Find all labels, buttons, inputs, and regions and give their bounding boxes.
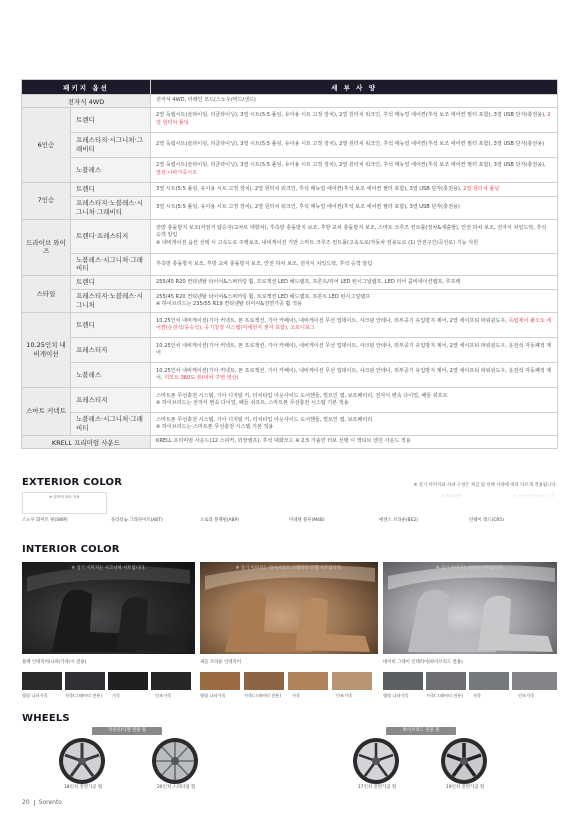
interior-label: 네이비 그레이 인테리어(하이브리드 전용) bbox=[383, 660, 463, 665]
material-label: 가죽 bbox=[112, 693, 121, 698]
wheel-label: 20인치 스퍼터링 휠 bbox=[157, 785, 196, 790]
swatch-tag: ※ 컬러에 따라 적용 bbox=[49, 495, 80, 499]
wheel-image bbox=[352, 737, 400, 785]
table-row bbox=[22, 436, 558, 449]
details-text: 255/45 R20 컨티넨탈 타이어&스퍼터링 휠, 프로젝션 LED 헤드램프, 프론트 LED 턴시그널램프 bbox=[156, 293, 371, 300]
details-cell bbox=[151, 108, 558, 133]
table-row bbox=[22, 183, 558, 197]
table-row bbox=[22, 338, 558, 363]
wheels-title: WHEELS bbox=[22, 713, 70, 724]
swatch-abp bbox=[200, 492, 285, 514]
trim-cell: 트렌디 bbox=[71, 276, 151, 290]
details-text: 2열 독립시트(슬라이딩, 리클라이닝), 3열 시트(5:5 폴딩, 유아용 시트 고정 장치), 2열 원터치 워크인, 후석 매뉴얼 에어컨(후석 보조 에어컨 필터 포함), 3열 USB 단자(충전용), bbox=[156, 112, 546, 119]
group-cell: 드라이브 와이즈 bbox=[22, 219, 71, 276]
footer-divider bbox=[34, 800, 35, 806]
swatch-be2 bbox=[379, 492, 464, 514]
page-footer bbox=[22, 799, 62, 806]
wheel-label: 17인치 전면가공 휠 bbox=[358, 785, 397, 790]
model-name: Sorento bbox=[38, 799, 62, 806]
trim-cell: 트렌디·프레스티지 bbox=[71, 219, 151, 253]
material-label: 가죽(그래비티 전용) bbox=[244, 693, 281, 698]
swatch-cr5 bbox=[469, 492, 557, 514]
material-label: 가죽 bbox=[473, 693, 482, 698]
details-note: ※ 하이브리드는 스마트폰 무선충전 시스템 기본 적용 bbox=[156, 424, 274, 431]
details-text: 3열 시트(5:5 폴딩, 유아용 시트 고정 장치), 2열 원터치 워크인, 후석 매뉴얼 에어컨(후석 보조 에어컨 필터 포함), 3열 USB 단자(충전용), bbox=[156, 185, 462, 192]
material-swatch bbox=[22, 672, 62, 690]
material-label: 가죽 bbox=[292, 693, 301, 698]
material-swatch bbox=[200, 672, 240, 690]
interior-photo-brown bbox=[200, 562, 378, 654]
details-text: 스마트폰 무선충전 시스템, 기아 디지털 키, 터치타입 아웃사이드 도어핸들, 빌트인 캠, 보조배터리 bbox=[156, 416, 373, 423]
swatch-label: 미네랄 블루(M4B) bbox=[289, 518, 325, 523]
swatch-label: 스노우 화이트 펄(SWP) bbox=[22, 518, 68, 523]
interior-photo-gray bbox=[383, 562, 557, 654]
swatch-tag: ※ 미출 한정 bbox=[441, 494, 461, 498]
swatch-label: 플라티늄 그라파이트(ABT) bbox=[111, 518, 163, 523]
details-note: ※ 2.5 가솔린 터보 선택 시 액티브 엔진 사운드 적용 bbox=[295, 438, 411, 445]
package-options-table bbox=[21, 79, 558, 449]
trim-cell: 프레스티지 bbox=[71, 338, 151, 363]
table-row bbox=[22, 95, 558, 108]
wheel-image bbox=[151, 737, 199, 785]
trim-cell: 노블레스·시그니처·그래비티 bbox=[71, 253, 151, 276]
details-highlight: 2열 원터치 폴딩 bbox=[156, 112, 551, 126]
material-swatch bbox=[512, 672, 557, 690]
material-swatch bbox=[244, 672, 284, 690]
trim-cell: 프레스티지·노블레스·시그니처·그래비티 bbox=[71, 197, 151, 220]
details-text: 10.25인치 내비게이션(기아 커넥트, 폰 프로젝션, 기아 카페이), 내비게이션 무선 업데이트, 샤크핀 안테나, 외부공기 유입방지 제어, 2열 세이프티 파워윈도우, bbox=[156, 317, 507, 324]
trim-cell: 트렌디 bbox=[71, 313, 151, 338]
details-cell bbox=[151, 388, 558, 413]
table-row bbox=[22, 363, 558, 388]
table-row bbox=[22, 290, 558, 313]
material-swatch bbox=[65, 672, 105, 690]
wheel-label: 19인치 전면가공 휠 bbox=[446, 785, 485, 790]
group-cell: 스마트 커넥트 bbox=[22, 388, 71, 436]
details-highlight: 리모트 360도 뷰(내차 주변 영상) bbox=[164, 375, 239, 382]
material-label: 헬링 나파가죽 bbox=[22, 693, 48, 698]
seat-illustration bbox=[200, 562, 378, 654]
swatch-label: 오로라 블랙펄(ABP) bbox=[200, 518, 239, 523]
table-row bbox=[22, 413, 558, 436]
trim-cell: 트렌디 bbox=[71, 183, 151, 197]
wheel-group-tag: 하이브리드 전용 휠 bbox=[386, 727, 456, 735]
details-cell: 전자식 4WD, 터레인 모드(스노우/머드/샌드) bbox=[151, 95, 558, 108]
trim-cell: 프레스티지·시그니처·그래비티 bbox=[71, 133, 151, 158]
wheel-group-tag: 가솔린/디젤 전용 휠 bbox=[92, 727, 162, 735]
material-swatch bbox=[426, 672, 466, 690]
table-row bbox=[22, 108, 558, 133]
table-row bbox=[22, 388, 558, 413]
table-row bbox=[22, 313, 558, 338]
trim-cell: 노블레스 bbox=[71, 363, 151, 388]
header-package: 패키지 옵션 bbox=[22, 80, 151, 95]
swatch-m4b bbox=[289, 492, 374, 514]
material-label: 헬링 나파가죽 bbox=[200, 693, 226, 698]
material-label: 가죽(그래비티 전용) bbox=[65, 693, 102, 698]
details-cell bbox=[151, 413, 558, 436]
details-cell: 2열 독립시트(슬라이딩, 리클라이닝), 3열 시트(5:5 폴딩, 유아용 시트 고정 장치), 2열 원터치 워크인, 후석 매뉴얼 에어컨(후석 보조 에어컨 필터 포함), 3열 USB 단자(충전용) bbox=[151, 133, 558, 158]
trim-cell: 노블레스 bbox=[71, 158, 151, 183]
material-swatch bbox=[332, 672, 372, 690]
details-note: ※ 하이브리드는 235/55 R19 컨티넨탈 타이어&전면가공 휠 적용 bbox=[156, 301, 302, 308]
header-details: 세 부 사 양 bbox=[151, 80, 558, 95]
details-highlight: 열선 나파가죽시트 bbox=[156, 170, 197, 176]
details-note: ※ 내비게이션 옵션 선택 시 고속도로 주행보조, 내비게이션 기반 스마트 크루즈 컨트롤(고속도로/자동차 전용도로 (1) 안전구간/곡선로) 기능 지원 bbox=[156, 239, 478, 246]
details-highlight: 독립제어 풀오토 에어컨(운전석/동승석), 공기청정 시스템(미세먼지 센서 포함), 오토디포그 bbox=[156, 317, 552, 332]
material-label: 인조가죽 bbox=[336, 693, 353, 698]
table-row bbox=[22, 219, 558, 253]
photo-caption: ※ 상기 이미지는 6인승 시트입니다. bbox=[435, 566, 505, 571]
seat-illustration bbox=[22, 562, 195, 654]
wheel-image bbox=[440, 737, 488, 785]
details-text: 전방 충돌방지 보조(자전거 탑승자/교차로 대향차), 후측방 충돌방지 보조, 후방 교차 충돌방지 보조, 스마트 크루즈 컨트롤(정차&재출발), 안전 하차 보조, 전자식 차일드락, 후석 승객 알림 bbox=[156, 224, 547, 239]
swatch-label: 에센스 브라운(BE2) bbox=[379, 518, 418, 523]
seat-illustration bbox=[383, 562, 557, 654]
photo-caption: ※ 상기 이미지는 하이브리드 그래비티 모델 시트입니다. bbox=[235, 566, 343, 571]
details-cell: 10.25인치 내비게이션(기아 커넥트, 폰 프로젝션, 기아 카페이), 내비게이션 무선 업데이트, 샤크핀 안테나, 외부공기 유입방지 제어, 2열 세이프티 파워윈도우, 운전석 자동쾌적 제어 bbox=[151, 338, 558, 363]
table-header-row bbox=[22, 80, 558, 95]
details-cell bbox=[151, 183, 558, 197]
details-text: 스마트폰 무선충전 시스템, 기아 디지털 키, 터치타입 아웃사이드 도어핸들, 빌트인 캠, 보조배터리, 전자식 변속 다이얼, 패들 쉬프트 bbox=[156, 392, 448, 399]
details-cell bbox=[151, 436, 558, 449]
swatch-tag: ※ 가솔린/하이브리드 한정 bbox=[512, 494, 554, 498]
material-swatch bbox=[108, 672, 148, 690]
material-swatch bbox=[151, 672, 191, 690]
details-cell bbox=[151, 290, 558, 313]
wheel-label: 18인치 전면가공 휠 bbox=[64, 785, 103, 790]
wheel-image bbox=[58, 737, 106, 785]
details-cell bbox=[151, 313, 558, 338]
trim-cell: 노블레스·시그니처·그래비티 bbox=[71, 413, 151, 436]
table-row bbox=[22, 197, 558, 220]
interior-photo-black bbox=[22, 562, 195, 654]
details-cell: 255/45 R20 컨티넨탈 타이어&스퍼터링 휠, 프로젝션 LED 헤드램프, 프론트/리어 LED 턴시그널램프, LED 리어 콤비네이션램프, 루프랙 bbox=[151, 276, 558, 290]
details-cell: 후측방 충돌방지 보조, 후방 교차 충돌방지 보조, 안전 하차 보조, 전자식 차일드락, 후석 승객 알림 bbox=[151, 253, 558, 276]
details-cell bbox=[151, 219, 558, 253]
details-highlight: 2열 원터치 폴딩 bbox=[463, 185, 500, 192]
exterior-note: ※ 실기 이미지와 사양 구성은 차급 및 선택 사양에 따라 다르게 적용됩니다. bbox=[413, 483, 557, 488]
swatch-label: 런웨이 레드(CR5) bbox=[469, 518, 504, 523]
details-text: 2열 독립시트(슬라이딩, 리클라이닝), 3열 시트(5:5 폴딩, 유아용 시트 고정 장치), 2열 원터치 워크인, 후석 매뉴얼 에어컨(후석 보조 에어컨 필터 포함), 3열 USB 단자(충전용), bbox=[156, 162, 546, 169]
group-cell: 10.25인치 내비게이션 bbox=[22, 313, 71, 388]
material-swatch bbox=[383, 672, 423, 690]
material-label: 가죽(그래비티 전용) bbox=[426, 693, 463, 698]
material-swatch bbox=[469, 672, 509, 690]
page-number: 20 bbox=[22, 799, 30, 806]
group-cell: 스타일 bbox=[22, 276, 71, 313]
material-label: 인조가죽 bbox=[518, 693, 535, 698]
material-label: 인조가죽 bbox=[155, 693, 172, 698]
interior-color-title: INTERIOR COLOR bbox=[22, 544, 120, 555]
table-row bbox=[22, 133, 558, 158]
table-row bbox=[22, 253, 558, 276]
details-cell bbox=[151, 158, 558, 183]
group-cell: 전자식 4WD bbox=[22, 95, 151, 108]
group-cell: 7인승 bbox=[22, 183, 71, 220]
material-swatch bbox=[288, 672, 328, 690]
trim-cell: 프레스티지·노블레스·시그니처 bbox=[71, 290, 151, 313]
interior-label: 새들 브라운 인테리어 bbox=[200, 660, 241, 665]
material-label: 헬링 나파가죽 bbox=[383, 693, 409, 698]
trim-cell: 트렌디 bbox=[71, 108, 151, 133]
photo-caption: ※ 상기 이미지는 시그니처 시트입니다. bbox=[71, 566, 146, 571]
exterior-color-title: EXTERIOR COLOR bbox=[22, 477, 123, 488]
trim-cell: 프레스티지 bbox=[71, 388, 151, 413]
details-cell: 3열 시트(5:5 폴딩, 유아용 시트 고정 장치), 2열 원터치 워크인, 후석 매뉴얼 에어컨(후석 보조 에어컨 필터 포함), 3열 USB 단자(충전용) bbox=[151, 197, 558, 220]
table-row bbox=[22, 158, 558, 183]
details-text: 10.25인치 내비게이션(기아 커넥트, 폰 프로젝션, 기아 카페이), 내비게이션 무선 업데이트, 샤크핀 안테나, 외부공기 유입방지 제어, 2열 세이프티 파워윈도우, 운전석 자동쾌적 제어, bbox=[156, 367, 552, 382]
details-cell bbox=[151, 363, 558, 388]
group-cell: 6인승 bbox=[22, 108, 71, 183]
group-cell: KRELL 프리미엄 사운드 bbox=[22, 436, 151, 449]
swatch-swp bbox=[22, 492, 107, 514]
details-note: ※ 하이브리드는 전자식 변속 다이얼, 패들 쉬프트, 스마트폰 무선충전 시스템 기본 적용 bbox=[156, 400, 349, 407]
details-text: KRELL 프리미엄 사운드(12 스피커, 외장앰프), 후석 대화모드 bbox=[156, 438, 294, 445]
table-row bbox=[22, 276, 558, 290]
swatch-abt bbox=[111, 492, 196, 514]
interior-label: 블랙 인테리어(나파/가죽/시 전용) bbox=[22, 660, 87, 665]
